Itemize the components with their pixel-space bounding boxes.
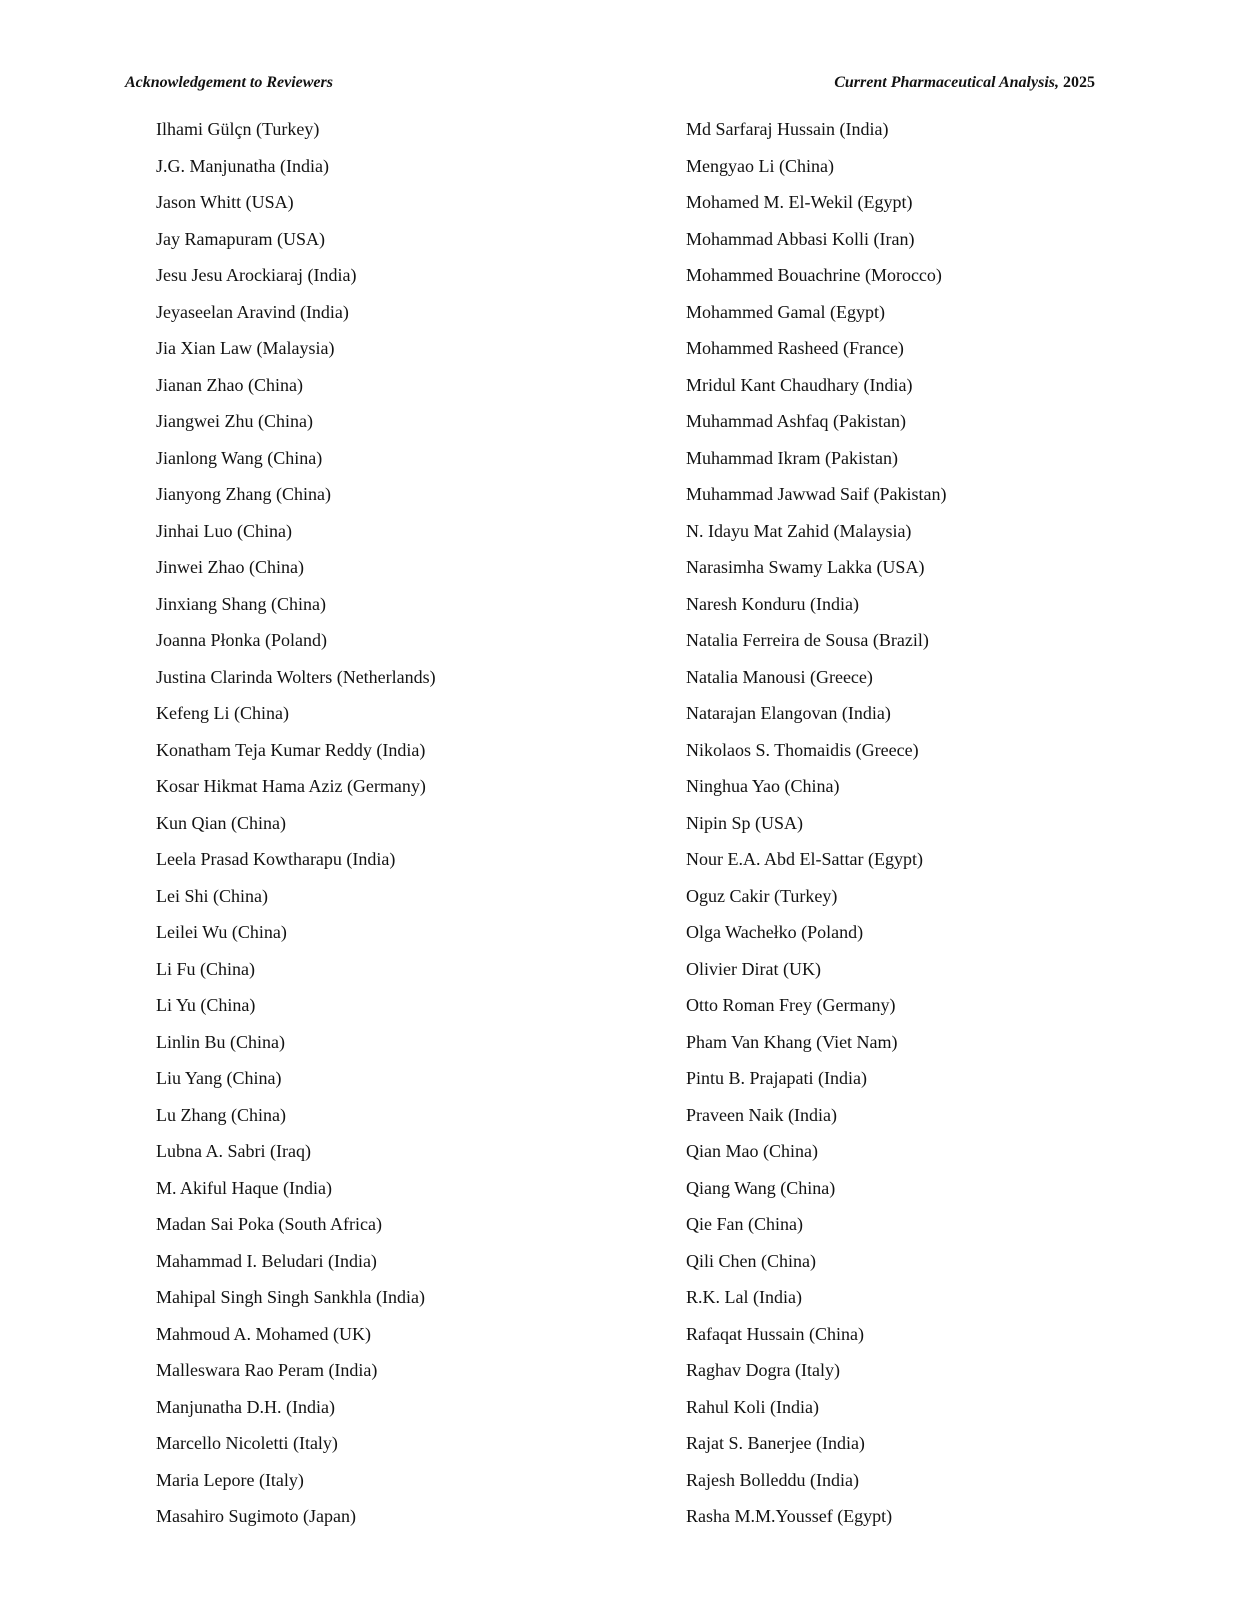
reviewer-item: Nikolaos S. Thomaidis (Greece) — [686, 739, 919, 760]
reviewer-item: Qili Chen (China) — [686, 1250, 816, 1271]
reviewer-item: Natalia Manousi (Greece) — [686, 666, 873, 687]
reviewer-item: Malleswara Rao Peram (India) — [156, 1360, 378, 1380]
reviewer-item: Jeyaseelan Aravind (India) — [156, 301, 349, 322]
reviewer-item: Qie Fan (China) — [686, 1214, 803, 1234]
reviewer-item: Linlin Bu (China) — [156, 1031, 285, 1052]
reviewer-item: Jinhai Luo (China) — [156, 520, 292, 541]
reviewer-item: Liu Yang (China) — [156, 1068, 282, 1088]
reviewer-item: Madan Sai Poka (South Africa) — [156, 1214, 382, 1234]
reviewer-item: Mahipal Singh Singh Sankhla (India) — [156, 1287, 425, 1307]
reviewers-right-column — [686, 111, 946, 1535]
reviewer-item: Nour E.A. Abd El-Sattar (Egypt) — [686, 849, 923, 869]
reviewer-item: Raghav Dogra (Italy) — [686, 1360, 840, 1380]
reviewer-item: Qiang Wang (China) — [686, 1177, 836, 1198]
reviewer-item: Leela Prasad Kowtharapu (India) — [156, 849, 396, 869]
reviewer-item: Rafaqat Hussain (China) — [686, 1323, 864, 1344]
reviewer-item: N. Idayu Mat Zahid (Malaysia) — [686, 520, 912, 541]
reviewer-item: Pham Van Khang (Viet Nam) — [686, 1031, 898, 1052]
reviewer-item: Rasha M.M.Youssef (Egypt) — [686, 1506, 893, 1526]
reviewer-item: Masahiro Sugimoto (Japan) — [156, 1506, 356, 1526]
page-header-left: Acknowledgement to Reviewers — [125, 74, 333, 91]
reviewer-item: Mohammad Abbasi Kolli (Iran) — [686, 228, 915, 249]
reviewer-item: Li Fu (China) — [156, 958, 255, 979]
page-header-right — [834, 74, 1095, 92]
reviewer-item: M. Akiful Haque (India) — [156, 1177, 332, 1198]
reviewer-item: Jinxiang Shang (China) — [156, 593, 326, 614]
reviewer-item: Lubna A. Sabri (Iraq) — [156, 1141, 311, 1161]
reviewer-item: Otto Roman Frey (Germany) — [686, 995, 896, 1015]
reviewer-item: Konatham Teja Kumar Reddy (India) — [156, 739, 426, 760]
reviewer-item: Natarajan Elangovan (India) — [686, 703, 891, 723]
reviewer-item: Lei Shi (China) — [156, 885, 268, 906]
reviewer-item: Kefeng Li (China) — [156, 703, 289, 723]
reviewer-item: Jay Ramapuram (USA) — [156, 228, 325, 249]
reviewer-item: Jia Xian Law (Malaysia) — [156, 338, 335, 358]
reviewer-item: Mohammed Gamal (Egypt) — [686, 301, 885, 322]
reviewer-item: J.G. Manjunatha (India) — [156, 155, 329, 176]
reviewer-item: Jesu Jesu Arockiaraj (India) — [156, 265, 357, 285]
reviewer-item: Mahammad I. Beludari (India) — [156, 1250, 377, 1271]
reviewer-item: R.K. Lal (India) — [686, 1287, 802, 1307]
reviewer-item: Marcello Nicoletti (Italy) — [156, 1433, 338, 1453]
reviewer-item: Qian Mao (China) — [686, 1141, 818, 1161]
reviewer-item: Olivier Dirat (UK) — [686, 958, 821, 979]
reviewer-item: Mohamed M. El-Wekil (Egypt) — [686, 192, 913, 212]
reviewer-item: Jinwei Zhao (China) — [156, 557, 304, 577]
reviewer-item: Mridul Kant Chaudhary (India) — [686, 374, 913, 395]
reviewer-item: Jason Whitt (USA) — [156, 192, 294, 212]
reviewer-item: Mohammed Rasheed (France) — [686, 338, 904, 358]
reviewer-item: Muhammad Ikram (Pakistan) — [686, 447, 898, 468]
reviewer-item: Narasimha Swamy Lakka (USA) — [686, 557, 925, 577]
reviewer-item: Leilei Wu (China) — [156, 922, 287, 942]
reviewer-item: Manjunatha D.H. (India) — [156, 1396, 335, 1417]
reviewer-item: Rajat S. Banerjee (India) — [686, 1433, 865, 1453]
reviewer-item: Kun Qian (China) — [156, 812, 286, 833]
reviewer-item: Jianan Zhao (China) — [156, 374, 303, 395]
reviewer-item: Rahul Koli (India) — [686, 1396, 819, 1417]
reviewer-item: Jianlong Wang (China) — [156, 447, 323, 468]
journal-year: 2025 — [1063, 74, 1095, 91]
reviewer-item: Mohammed Bouachrine (Morocco) — [686, 265, 942, 285]
reviewer-item: Md Sarfaraj Hussain (India) — [686, 119, 889, 139]
reviewer-item: Naresh Konduru (India) — [686, 593, 859, 614]
reviewer-item: Justina Clarinda Wolters (Netherlands) — [156, 666, 436, 687]
reviewer-item: Mengyao Li (China) — [686, 155, 834, 176]
reviewer-item: Rajesh Bolleddu (India) — [686, 1469, 859, 1490]
reviewer-item: Muhammad Ashfaq (Pakistan) — [686, 411, 906, 431]
reviewer-item: Ilhami Gülçn (Turkey) — [156, 119, 320, 139]
reviewer-item: Natalia Ferreira de Sousa (Brazil) — [686, 630, 929, 650]
reviewer-item: Praveen Naik (India) — [686, 1104, 837, 1125]
reviewer-item: Kosar Hikmat Hama Aziz (Germany) — [156, 776, 426, 796]
reviewer-item: Jianyong Zhang (China) — [156, 484, 331, 504]
reviewer-item: Pintu B. Prajapati (India) — [686, 1068, 867, 1088]
reviewer-item: Olga Wachełko (Poland) — [686, 922, 864, 942]
reviewer-item: Jiangwei Zhu (China) — [156, 411, 313, 431]
reviewers-left-column — [156, 111, 436, 1535]
reviewer-item: Lu Zhang (China) — [156, 1104, 286, 1125]
reviewer-item: Mahmoud A. Mohamed (UK) — [156, 1323, 371, 1344]
reviewer-item: Oguz Cakir (Turkey) — [686, 885, 838, 906]
reviewer-item: Li Yu (China) — [156, 995, 256, 1015]
reviewer-item: Muhammad Jawwad Saif (Pakistan) — [686, 484, 947, 504]
reviewer-item: Maria Lepore (Italy) — [156, 1469, 304, 1490]
reviewer-item: Ninghua Yao (China) — [686, 776, 840, 796]
journal-title: Current Pharmaceutical Analysis, — [834, 74, 1059, 91]
reviewer-item: Joanna Płonka (Poland) — [156, 630, 327, 650]
reviewer-item: Nipin Sp (USA) — [686, 812, 804, 833]
